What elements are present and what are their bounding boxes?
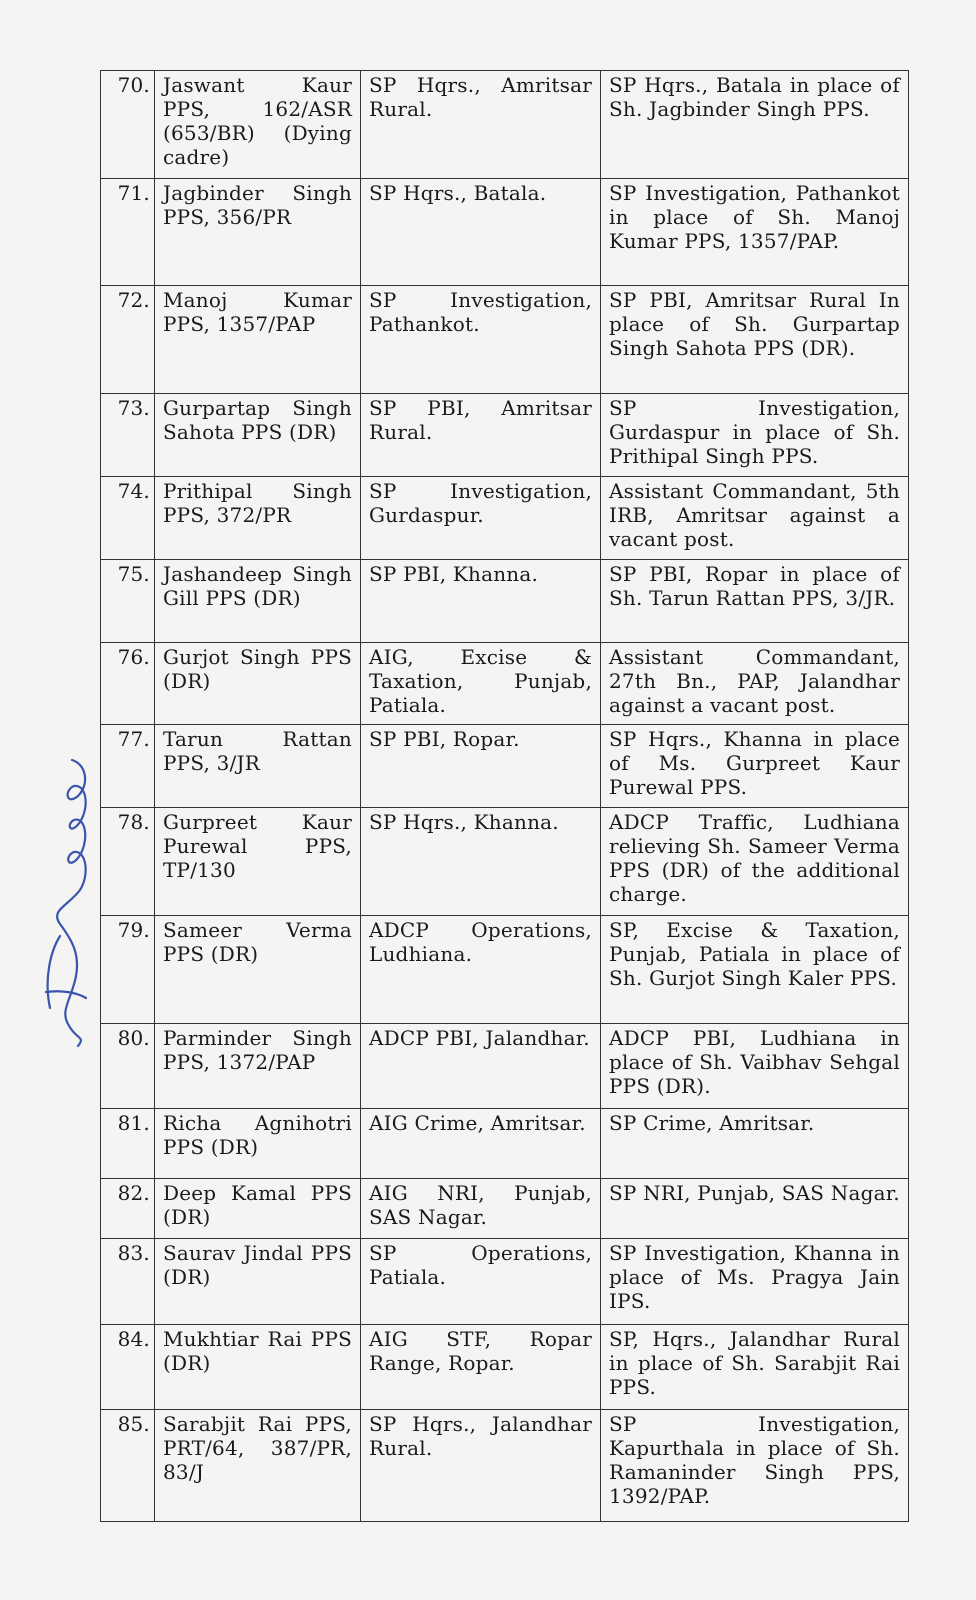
officer-name: Parminder Singh PPS, 1372/PAP	[155, 1024, 361, 1109]
serial-number: 71.	[101, 179, 155, 286]
table-row	[101, 1325, 909, 1410]
table-row	[101, 1410, 909, 1522]
serial-number: 84.	[101, 1325, 155, 1410]
table-row	[101, 1239, 909, 1325]
new-posting: SP Investigation, Kapurthala in place of Sh. Ramaninder Singh PPS, 1392/PAP.	[601, 1410, 909, 1522]
officer-name: Gurpreet Kaur Purewal PPS, TP/130	[155, 808, 361, 916]
serial-number: 75.	[101, 560, 155, 643]
present-posting: AIG NRI, Punjab, SAS Nagar.	[361, 1179, 601, 1239]
serial-number: 78.	[101, 808, 155, 916]
table-row	[101, 725, 909, 808]
serial-number: 76.	[101, 643, 155, 725]
new-posting: SP, Hqrs., Jalandhar Rural in place of Sh. Sarabjit Rai PPS.	[601, 1325, 909, 1410]
table-row	[101, 1109, 909, 1179]
serial-number: 72.	[101, 286, 155, 394]
present-posting: AIG STF, Ropar Range, Ropar.	[361, 1325, 601, 1410]
present-posting: SP PBI, Ropar.	[361, 725, 601, 808]
new-posting: SP Hqrs., Batala in place of Sh. Jagbinder Singh PPS.	[601, 71, 909, 179]
table-row	[101, 808, 909, 916]
serial-number: 74.	[101, 477, 155, 560]
serial-number: 73.	[101, 394, 155, 477]
officer-name: Sarabjit Rai PPS, PRT/64, 387/PR, 83/J	[155, 1410, 361, 1522]
present-posting: AIG Crime, Amritsar.	[361, 1109, 601, 1179]
officer-name: Tarun Rattan PPS, 3/JR	[155, 725, 361, 808]
new-posting: Assistant Commandant, 5th IRB, Amritsar against a vacant post.	[601, 477, 909, 560]
officer-name: Gurpartap Singh Sahota PPS (DR)	[155, 394, 361, 477]
officer-name: Jashandeep Singh Gill PPS (DR)	[155, 560, 361, 643]
officer-name: Gurjot Singh PPS (DR)	[155, 643, 361, 725]
table-row	[101, 1179, 909, 1239]
officer-name: Prithipal Singh PPS, 372/PR	[155, 477, 361, 560]
table-row	[101, 643, 909, 725]
present-posting: SP PBI, Amritsar Rural.	[361, 394, 601, 477]
table-row	[101, 477, 909, 560]
table-row	[101, 286, 909, 394]
serial-number: 85.	[101, 1410, 155, 1522]
officer-name: Mukhtiar Rai PPS (DR)	[155, 1325, 361, 1410]
new-posting: SP PBI, Ropar in place of Sh. Tarun Rattan PPS, 3/JR.	[601, 560, 909, 643]
serial-number: 70.	[101, 71, 155, 179]
postings-table	[100, 70, 909, 1522]
present-posting: AIG, Excise & Taxation, Punjab, Patiala.	[361, 643, 601, 725]
serial-number: 77.	[101, 725, 155, 808]
new-posting: SP Investigation, Gurdaspur in place of Sh. Prithipal Singh PPS.	[601, 394, 909, 477]
officer-name: Sameer Verma PPS (DR)	[155, 916, 361, 1024]
present-posting: SP Investigation, Pathankot.	[361, 286, 601, 394]
handwritten-signature	[20, 740, 100, 1060]
new-posting: SP PBI, Amritsar Rural In place of Sh. Gurpartap Singh Sahota PPS (DR).	[601, 286, 909, 394]
serial-number: 82.	[101, 1179, 155, 1239]
new-posting: ADCP PBI, Ludhiana in place of Sh. Vaibhav Sehgal PPS (DR).	[601, 1024, 909, 1109]
new-posting: SP Hqrs., Khanna in place of Ms. Gurpreet Kaur Purewal PPS.	[601, 725, 909, 808]
new-posting: Assistant Commandant, 27th Bn., PAP, Jalandhar against a vacant post.	[601, 643, 909, 725]
present-posting: SP Operations, Patiala.	[361, 1239, 601, 1325]
new-posting: SP Investigation, Pathankot in place of Sh. Manoj Kumar PPS, 1357/PAP.	[601, 179, 909, 286]
officer-name: Deep Kamal PPS (DR)	[155, 1179, 361, 1239]
present-posting: SP Hqrs., Amritsar Rural.	[361, 71, 601, 179]
present-posting: ADCP Operations, Ludhiana.	[361, 916, 601, 1024]
officer-name: Saurav Jindal PPS (DR)	[155, 1239, 361, 1325]
present-posting: SP Hqrs., Jalandhar Rural.	[361, 1410, 601, 1522]
serial-number: 80.	[101, 1024, 155, 1109]
present-posting: SP Hqrs., Khanna.	[361, 808, 601, 916]
present-posting: ADCP PBI, Jalandhar.	[361, 1024, 601, 1109]
present-posting: SP Hqrs., Batala.	[361, 179, 601, 286]
serial-number: 81.	[101, 1109, 155, 1179]
table-row	[101, 916, 909, 1024]
new-posting: SP NRI, Punjab, SAS Nagar.	[601, 1179, 909, 1239]
table-row	[101, 560, 909, 643]
officer-name: Jagbinder Singh PPS, 356/PR	[155, 179, 361, 286]
table-row	[101, 179, 909, 286]
present-posting: SP Investigation, Gurdaspur.	[361, 477, 601, 560]
officer-name: Richa Agnihotri PPS (DR)	[155, 1109, 361, 1179]
officer-name: Jaswant Kaur PPS, 162/ASR (653/BR) (Dying cadre)	[155, 71, 361, 179]
new-posting: SP Crime, Amritsar.	[601, 1109, 909, 1179]
serial-number: 83.	[101, 1239, 155, 1325]
new-posting: SP, Excise & Taxation, Punjab, Patiala in place of Sh. Gurjot Singh Kaler PPS.	[601, 916, 909, 1024]
new-posting: SP Investigation, Khanna in place of Ms. Pragya Jain IPS.	[601, 1239, 909, 1325]
serial-number: 79.	[101, 916, 155, 1024]
new-posting: ADCP Traffic, Ludhiana relieving Sh. Sameer Verma PPS (DR) of the additional charge.	[601, 808, 909, 916]
present-posting: SP PBI, Khanna.	[361, 560, 601, 643]
table-row	[101, 1024, 909, 1109]
postings-table-body	[101, 71, 909, 1522]
table-row	[101, 71, 909, 179]
officer-name: Manoj Kumar PPS, 1357/PAP	[155, 286, 361, 394]
table-row	[101, 394, 909, 477]
